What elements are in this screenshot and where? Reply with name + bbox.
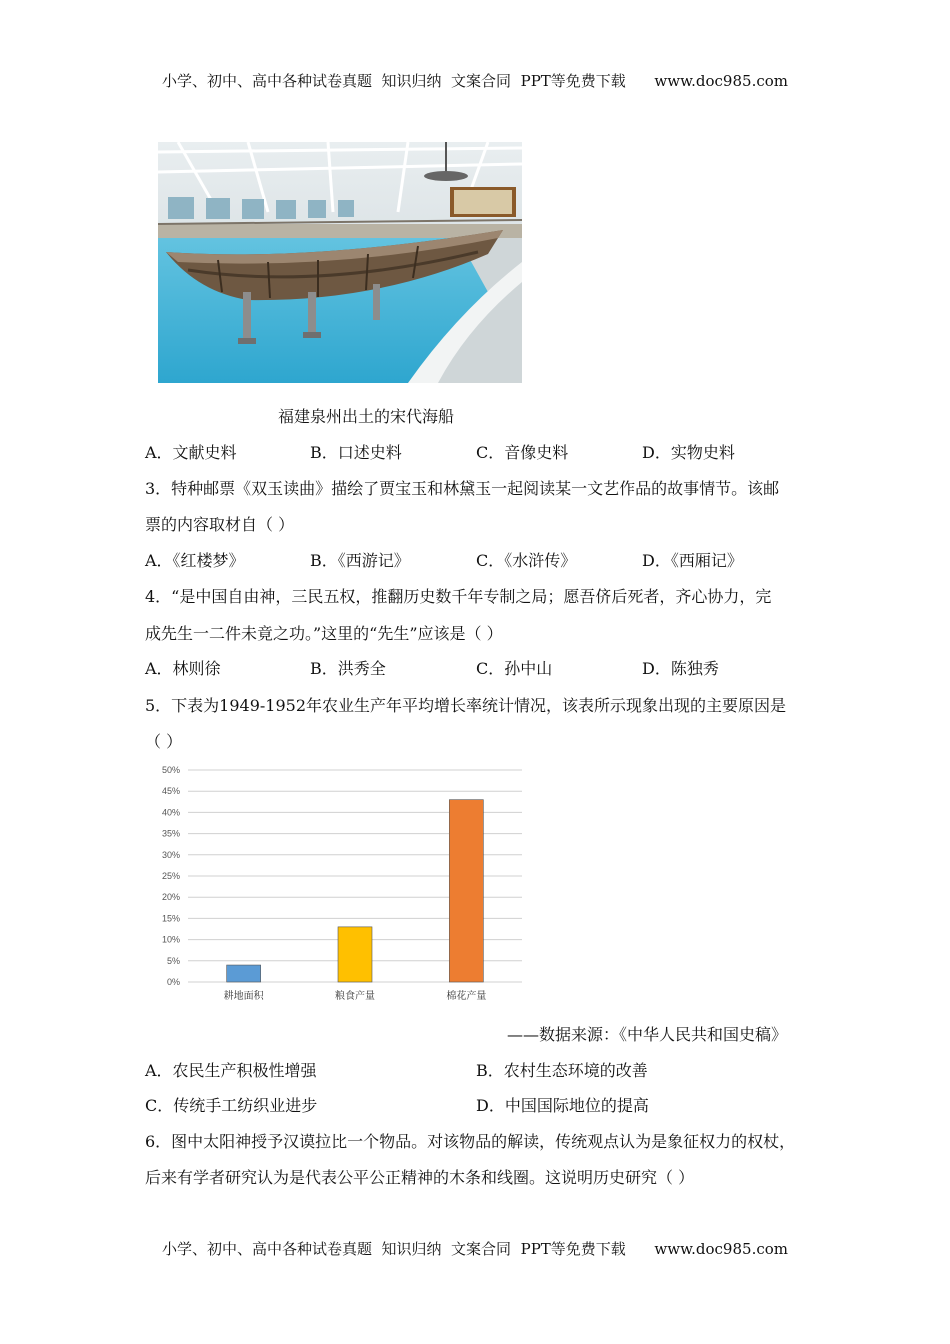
y-tick-label: 0% [166,977,180,987]
chart-data-source: ——数据来源：《中华人民共和国史稿》 [507,1025,788,1044]
song-dynasty-ship-photo [158,142,522,383]
photo-caption: 福建泉州出土的宋代海船 [278,407,455,426]
q4-stem-line2: 成先生一二件未竟之功。”这里的“先生”应该是（ ） [145,624,503,643]
y-tick-label: 40% [161,807,180,818]
q6-stem-line1: 6．图中太阳神授予汉谟拉比一个物品。对该物品的解读，传统观点认为是象征权力的权杖， [145,1132,796,1151]
q4-option-d: D．陈独秀 [642,659,719,678]
x-tick-label: 耕地面积 [223,991,264,1002]
bar-3 [449,800,483,982]
q3-option-d: D．《西厢记》 [642,551,743,570]
q4-option-c: C．孙中山 [476,659,553,678]
bar-2 [338,927,372,982]
q4-stem-line1: 4．“是中国自由神，三民五权，推翻历史数千年专制之局；愿吾侪后死者，齐心协力，完 [145,587,772,606]
agriculture-growth-chart [150,758,530,1008]
bar-1 [227,965,261,982]
y-tick-label: 35% [161,828,180,839]
y-tick-label: 45% [161,786,180,797]
q5-stem-line2: （ ） [145,732,183,751]
page-header: 小学、初中、高中各种试卷真题 知识归纳 文案合同 PPT等免费下载 www.doc985.com [161,72,788,90]
y-tick-label: 25% [161,871,180,881]
q5-option-d: D．中国国际地位的提高 [476,1096,649,1115]
y-tick-label: 5% [166,955,180,966]
q3-option-b: B．《西游记》 [310,551,410,570]
q6-stem-line2: 后来有学者研究认为是代表公平公正精神的木条和线圈。这说明历史研究（ ） [145,1168,695,1187]
x-tick-label: 粮食产量 [335,991,375,1002]
q5-option-a: A．农民生产积极性增强 [145,1061,317,1080]
q3-stem-line2: 票的内容取材自（ ） [145,515,295,534]
q2-option-a: A．文献史料 [145,443,237,462]
y-tick-label: 50% [161,765,180,775]
q2-option-d: D．实物史料 [642,443,735,462]
y-tick-label: 15% [161,913,180,924]
page-footer: 小学、初中、高中各种试卷真题 知识归纳 文案合同 PPT等免费下载 www.doc985.com [161,1240,788,1258]
x-tick-label: 棉花产量 [446,991,487,1002]
q5-option-c: C．传统手工纺织业进步 [145,1096,318,1115]
bar-chart-svg [150,758,530,1008]
y-tick-label: 20% [161,892,180,903]
q3-option-a: A．《红楼梦》 [145,551,245,570]
q5-option-b: B．农村生态环境的改善 [476,1061,648,1080]
y-tick-label: 10% [161,934,180,945]
q2-option-c: C．音像史料 [476,443,569,462]
q2-option-b: B．口述史料 [310,443,402,462]
y-tick-label: 30% [161,849,180,860]
q3-option-c: C．《水浒传》 [476,551,577,570]
q5-stem-line1: 5．下表为1949-1952年农业生产年平均增长率统计情况，该表所示现象出现的主要原因是 [145,696,787,715]
q4-option-b: B．洪秀全 [310,659,386,678]
q3-stem-line1: 3．特种邮票《双玉读曲》描绘了贾宝玉和林黛玉一起阅读某一文艺作品的故事情节。该邮 [145,479,780,498]
q4-option-a: A．林则徐 [145,659,221,678]
ship-illustration [158,142,522,383]
